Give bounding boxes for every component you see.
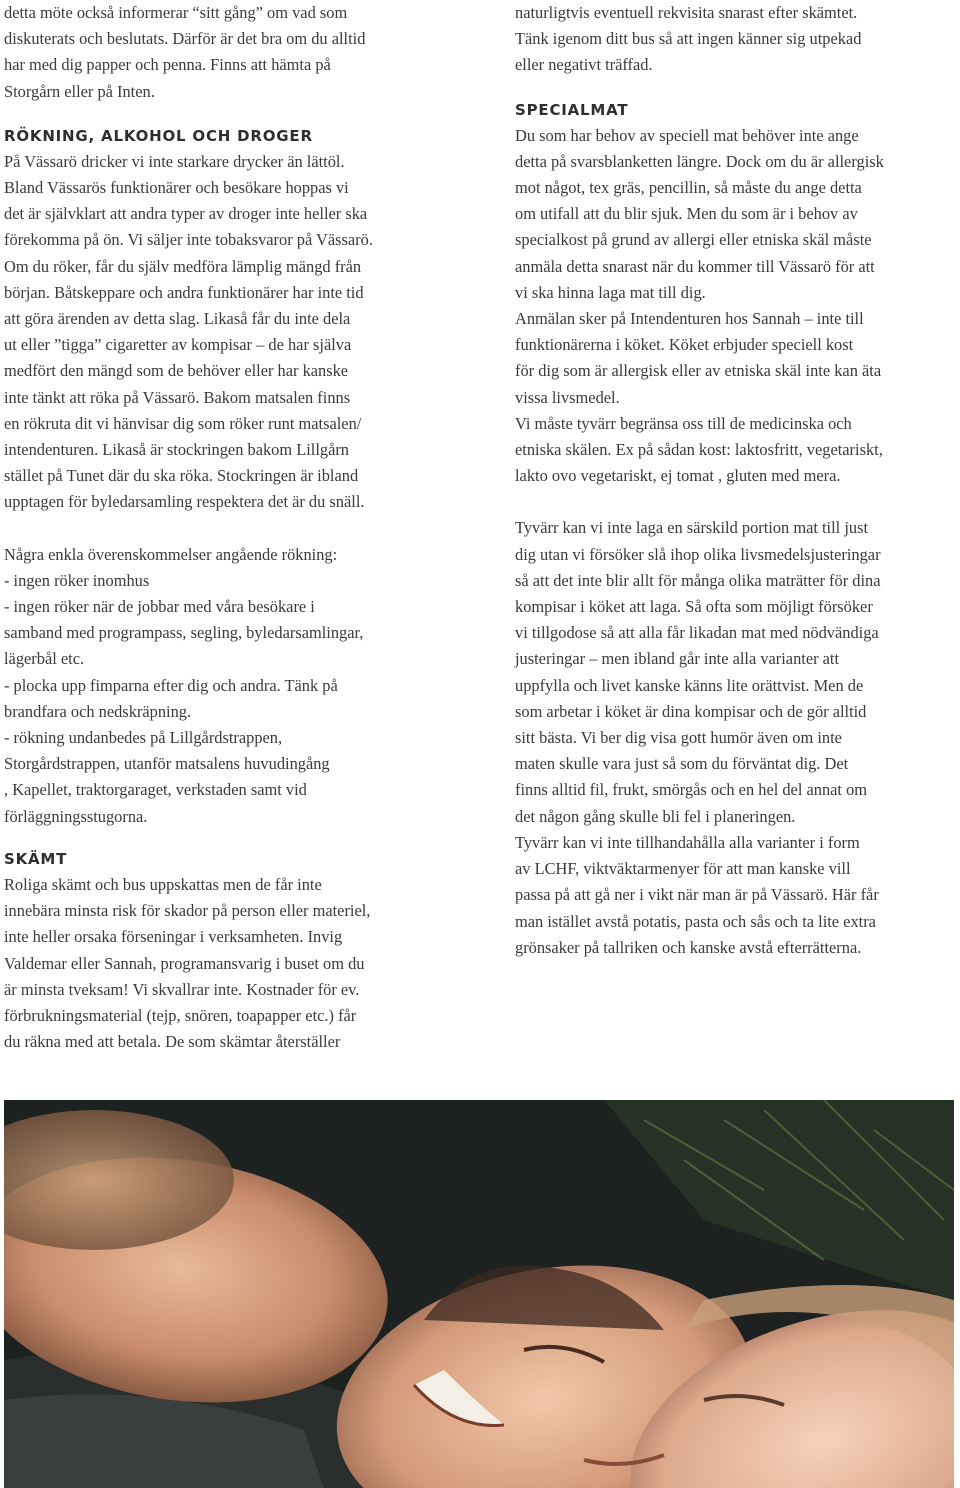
text-line: grönsaker på tallriken och kanske avstå efterrätterna.	[515, 937, 862, 957]
smoking-heading: RÖKNING, ALKOHOL OCH DROGER	[4, 126, 313, 145]
text-line: det någon gång skulle bli fel i planeringen.	[515, 806, 796, 826]
right-column	[515, 0, 955, 961]
text-line: detta möte också informerar “sitt gång” om vad som	[4, 3, 348, 22]
campers-photo	[4, 1100, 954, 1488]
text-line: Några enkla överenskommelser angående rökning:	[4, 544, 338, 564]
text-line: funktionärerna i köket. Köket erbjuder speciell kost	[515, 335, 854, 355]
text-line: uppfylla och livet kanske känns lite orättvist. Men de	[515, 675, 864, 695]
text-line: - ingen röker inomhus	[4, 570, 150, 590]
text-line: passa på att gå ner i vikt när man är på Vässarö. Här får	[515, 885, 879, 905]
text-line: diskuterats och beslutats. Därför är det bra om du alltid	[4, 29, 366, 49]
text-line: man istället avstå potatis, pasta och sås och ta lite extra	[515, 911, 876, 931]
text-line: förekomma på ön. Vi säljer inte tobaksvaror på Vässarö.	[4, 230, 373, 250]
text-line: Tänk igenom ditt bus så att ingen känner sig utpekad	[515, 29, 862, 49]
text-line: är minsta tveksam! Vi skvallrar inte. Kostnader för ev.	[4, 979, 360, 999]
text-line: - rökning undanbedes på Lillgårdstrappen,	[4, 728, 283, 748]
text-line: Om du röker, får du själv medföra lämplig mängd från	[4, 256, 362, 276]
text-line: förläggningsstugorna.	[4, 806, 148, 826]
smoking-paragraph	[4, 149, 444, 516]
text-line: lakto ovo vegetariskt, ej tomat , gluten med mera.	[515, 466, 841, 486]
text-line: vissa livsmedel.	[515, 387, 620, 407]
text-line: ut eller ”tigga” cigaretter av kompisar – de har själva	[4, 335, 352, 355]
intro-paragraph	[4, 0, 444, 105]
text-line: På Vässarö dricker vi inte starkare drycker än lättöl.	[4, 151, 345, 171]
text-line: detta på svarsblanketten längre. Dock om du är allergisk	[515, 151, 884, 171]
pranks-paragraph	[4, 872, 444, 1055]
text-line: dig utan vi försöker slå ihop olika livsmedelsjusteringar	[515, 544, 881, 564]
text-line: Tyvärr kan vi inte tillhandahålla alla varianter i form	[515, 832, 860, 852]
text-line: att göra ärenden av detta slag. Likaså får du inte dela	[4, 309, 351, 329]
left-column	[4, 0, 444, 1055]
pranks-continued-paragraph	[515, 0, 955, 79]
text-line: Storgårdstrappen, utanför matsalens huvudingång	[4, 754, 330, 774]
text-line: Du som har behov av speciell mat behöver inte ange	[515, 125, 859, 145]
portion-paragraph	[515, 515, 955, 960]
text-line: finns alltid fil, frukt, smörgås och en hel del annat om	[515, 780, 868, 800]
text-line: vi tillgodose så att alla får likadan mat med nödvändiga	[515, 623, 879, 643]
text-line: Bland Vässarös funktionärer och besökare hoppas vi	[4, 178, 349, 198]
pranks-heading: SKÄMT	[4, 849, 68, 868]
text-line: början. Båtskeppare och andra funktionärer har inte tid	[4, 282, 364, 302]
smoking-rules-paragraph	[4, 542, 444, 830]
text-line: för dig som är allergisk eller av etniska skäl inte kan äta	[515, 361, 882, 381]
text-line: det är självklart att andra typer av droger inte heller ska	[4, 204, 368, 224]
text-line: stället på Tunet där du ska röka. Stockringen är ibland	[4, 466, 359, 486]
text-line: intendenturen. Likaså är stockringen bakom Lillgårn	[4, 440, 350, 460]
text-line: om utifall att du blir sjuk. Men du som är i behov av	[515, 204, 858, 224]
text-line: mot något, tex gräs, pencillin, så måste du ange detta	[515, 178, 862, 198]
special-food-paragraph	[515, 123, 955, 490]
text-line: upptagen för byledarsamling respektera det är du snäll.	[4, 492, 365, 512]
text-line: specialkost på grund av allergi eller etniska skäl måste	[515, 230, 872, 250]
text-line: justeringar – men ibland går inte alla varianter att	[515, 649, 840, 669]
text-line: Storgårn eller på Inten.	[4, 81, 155, 101]
text-line: maten skulle vara just så som du förväntat dig. Det	[515, 754, 849, 774]
text-line: innebära minsta risk för skador på person eller materiel,	[4, 901, 371, 921]
text-line: naturligtvis eventuell rekvisita snarast efter skämtet.	[515, 3, 858, 22]
text-line: brandfara och nedskräpning.	[4, 701, 192, 721]
text-line: - plocka upp fimparna efter dig och andra. Tänk på	[4, 675, 338, 695]
text-line: Anmälan sker på Intendenturen hos Sannah – inte till	[515, 309, 864, 329]
text-line: inte tänkt att röka på Vässarö. Bakom matsalen finns	[4, 387, 351, 407]
text-line: så att det inte blir allt för många olika maträtter för dina	[515, 570, 881, 590]
text-line: förbrukningsmaterial (tejp, snören, toapapper etc.) får	[4, 1005, 357, 1025]
text-line: etniska skälen. Ex på sådan kost: laktosfritt, vegetariskt,	[515, 440, 883, 460]
text-line: , Kapellet, traktorgaraget, verkstaden samt vid	[4, 780, 307, 800]
text-line: kompisar i köket att laga. Så ofta som möjligt försöker	[515, 597, 873, 617]
text-line: lägerbål etc.	[4, 649, 85, 669]
text-line: Roliga skämt och bus uppskattas men de får inte	[4, 874, 322, 894]
special-food-heading: SPECIALMAT	[515, 100, 629, 119]
text-line: har med dig papper och penna. Finns att hämta på	[4, 55, 331, 75]
text-line: Tyvärr kan vi inte laga en särskild portion mat till just	[515, 518, 868, 538]
text-line: som arbetar i köket är dina kompisar och de gör alltid	[515, 701, 867, 721]
text-line: anmäla detta snarast när du kommer till Vässarö för att	[515, 256, 875, 276]
text-line: en rökruta dit vi hänvisar dig som röker runt matsalen/	[4, 413, 362, 433]
text-line: vi ska hinna laga mat till dig.	[515, 282, 706, 302]
text-line: samband med programpass, segling, byledarsamlingar,	[4, 623, 364, 643]
text-line: inte heller orsaka förseningar i verksamheten. Invig	[4, 927, 343, 947]
text-line: av LCHF, viktväktarmenyer för att man kanske vill	[515, 859, 851, 879]
text-line: Valdemar eller Sannah, programansvarig i buset om du	[4, 953, 365, 973]
text-line: sitt bästa. Vi ber dig visa gott humör även om inte	[515, 728, 842, 748]
text-line: du räkna med att betala. De som skämtar återställer	[4, 1032, 341, 1052]
text-line: - ingen röker när de jobbar med våra besökare i	[4, 597, 315, 617]
text-line: medfört den mängd som de behöver eller har kanske	[4, 361, 349, 381]
text-line: eller negativt träffad.	[515, 55, 653, 75]
text-line: Vi måste tyvärr begränsa oss till de medicinska och	[515, 413, 852, 433]
